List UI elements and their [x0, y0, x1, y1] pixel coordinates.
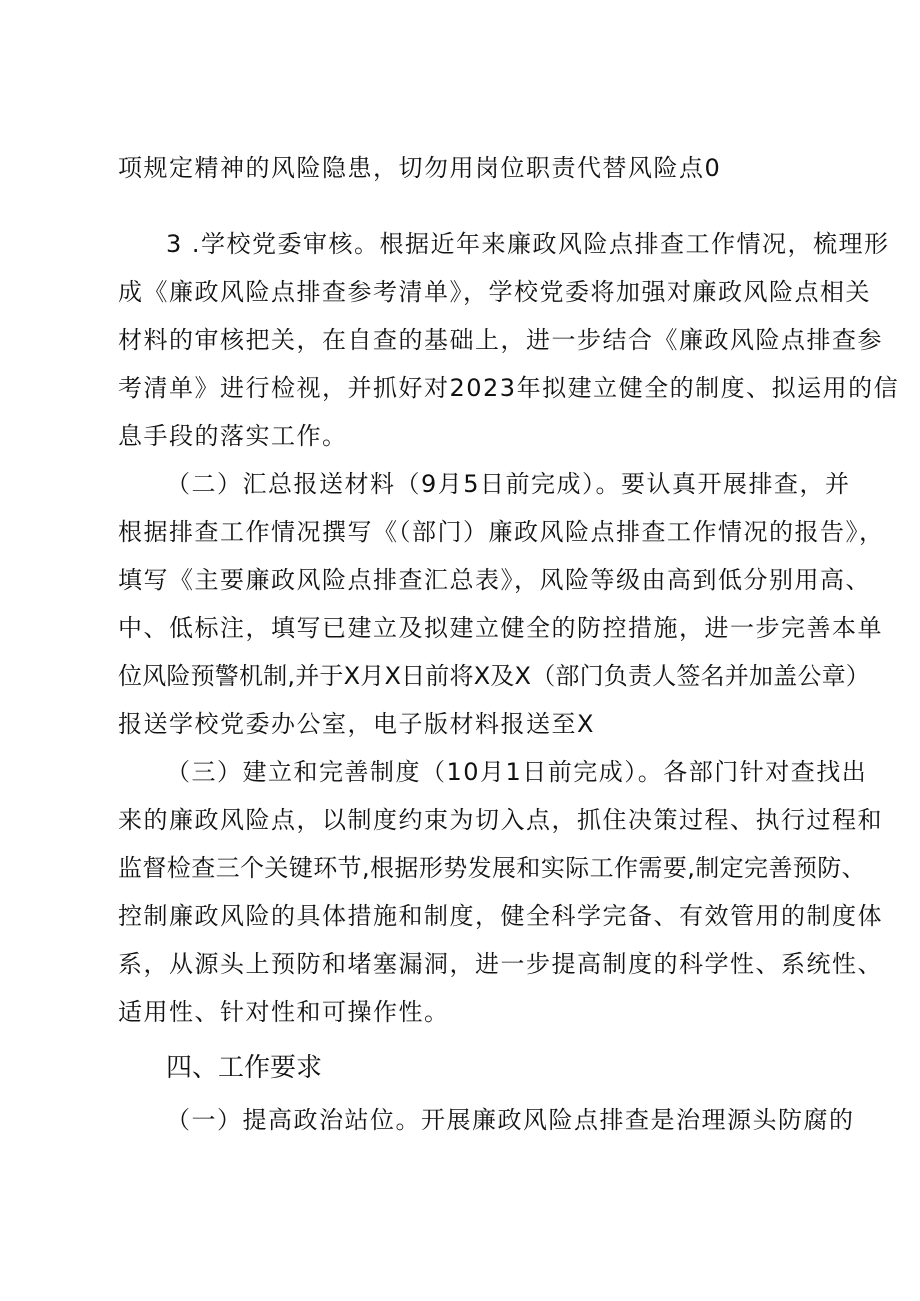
text-line-6: 息手段的落实工作。 — [118, 422, 348, 450]
text-line-3: 成《廉政风险点排查参考清单》，学校党委将加强对廉政风险点相关 — [118, 278, 871, 306]
text-line-15: 监督检查三个关键环节,根据形势发展和实际工作需要,制定完善预防、 — [118, 854, 867, 882]
text-line-12: 报送学校党委办公室，电子版材料报送至X — [118, 710, 595, 738]
text-line-14: 来的廉政风险点，以制度约束为切入点，抓住决策过程、执行过程和 — [118, 806, 883, 834]
text-line-1: 项规定精神的风险隐患，切勿用岗位职责代替风险点0 — [118, 154, 722, 182]
text-line-17: 系，从源头上预防和堵塞漏洞，进一步提高制度的科学性、系统性、 — [118, 950, 883, 978]
text-line-2: 3 .学校党委审核。根据近年来廉政风险点排查工作情况，梳理形 — [166, 230, 890, 258]
text-line-11: 位风险预警机制,并于X月X日前将X及X（部门负责人签名并加盖公章） — [118, 662, 870, 690]
text-line-10: 中、低标注，填写已建立及拟建立健全的防控措施，进一步完善本单 — [118, 614, 883, 642]
text-line-13: （三）建立和完善制度（10月1日前完成）。各部门针对查找出 — [166, 758, 868, 786]
text-line-9: 填写《主要廉政风险点排查汇总表》，风险等级由高到低分别用高、 — [118, 566, 871, 594]
text-line-8: 根据排查工作情况撰写《（部门）廉政风险点排查工作情况的报告》， — [118, 518, 885, 546]
text-line-20: （一）提高政治站位。开展廉政风险点排查是治理源头防腐的 — [166, 1106, 855, 1134]
text-line-18: 适用性、针对性和可操作性。 — [118, 998, 450, 1026]
section-heading: 四、工作要求 — [166, 1053, 323, 1083]
text-line-5: 考清单》进行检视，并抓好对2023年拟建立健全的制度、拟运用的信 — [118, 374, 900, 402]
text-line-16: 控制廉政风险的具体措施和制度，健全科学完备、有效管用的制度体 — [118, 902, 883, 930]
text-line-4: 材料的审核把关，在自查的基础上，进一步结合《廉政风险点排查参 — [118, 326, 883, 354]
text-line-7: （二）汇总报送材料（9月5日前完成）。要认真开展排查，并 — [166, 470, 851, 498]
